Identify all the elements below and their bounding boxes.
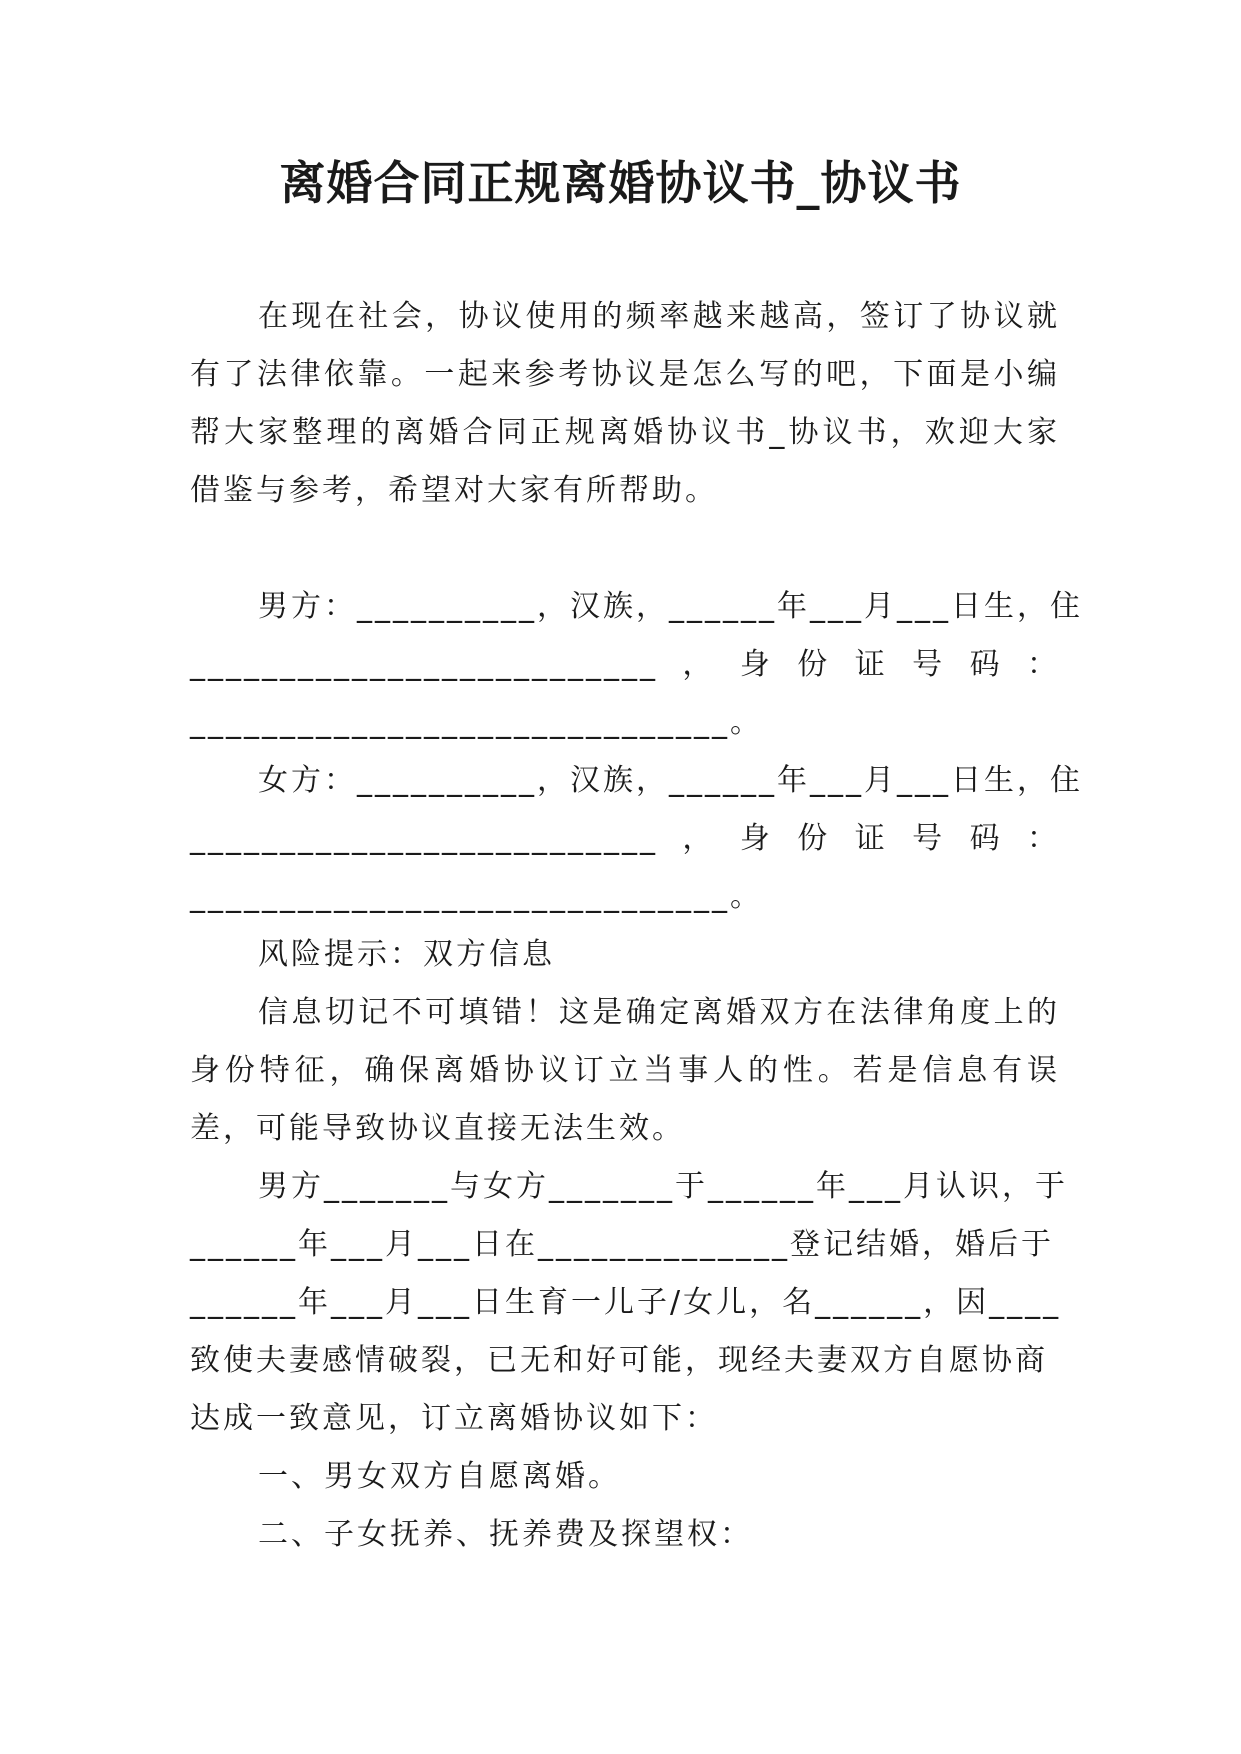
female-address-line: __________________________，身份证号码： [190, 821, 1060, 856]
male-info-line: 男方：__________，汉族，______年___月___日生，住 [258, 589, 1083, 624]
male-id-line: ______________________________。 [190, 705, 763, 740]
clause-item: 二、子女抚养、抚养费及探望权： [258, 1517, 753, 1552]
clause-item: 一、男女双方自愿离婚。 [258, 1459, 621, 1494]
risk-heading: 风险提示：双方信息 [258, 937, 555, 972]
marriage-line: 达成一致意见，订立离婚协议如下： [190, 1401, 718, 1436]
female-id-line: ______________________________。 [190, 879, 763, 914]
marriage-line: ______年___月___日生育一儿子/女儿，名______，因____ [190, 1285, 1062, 1320]
intro-paragraph: 在现在社会，协议使用的频率越来越高，签订了协议就有了法律依靠。一起来参考协议是怎么写的吧，下面是小编帮大家整理的离婚合同正规离婚协议书_协议书，欢迎大家借鉴与参考，希望对大家有所帮助。 [190, 299, 1060, 508]
marriage-line: 致使夫妻感情破裂，已无和好可能，现经夫妻双方自愿协商 [190, 1343, 1048, 1378]
marriage-line: ______年___月___日在______________登记结婚，婚后于 [190, 1227, 1054, 1262]
female-info-block [190, 752, 1083, 926]
risk-paragraph: 信息切记不可填错！这是确定离婚双方在法律角度上的身份特征，确保离婚协议订立当事人的性。若是信息有误差，可能导致协议直接无法生效。 [190, 995, 1060, 1146]
male-address-line: __________________________，身份证号码： [190, 647, 1060, 682]
document-title: 离婚合同正规离婚协议书_协议书 [279, 156, 962, 210]
document-body [190, 288, 1083, 1564]
male-info-block [190, 578, 1083, 752]
female-info-line: 女方：__________，汉族，______年___月___日生，住 [258, 763, 1083, 798]
marriage-block [190, 1158, 1068, 1448]
marriage-line: 男方_______与女方_______于______年___月认识，于 [258, 1169, 1068, 1204]
